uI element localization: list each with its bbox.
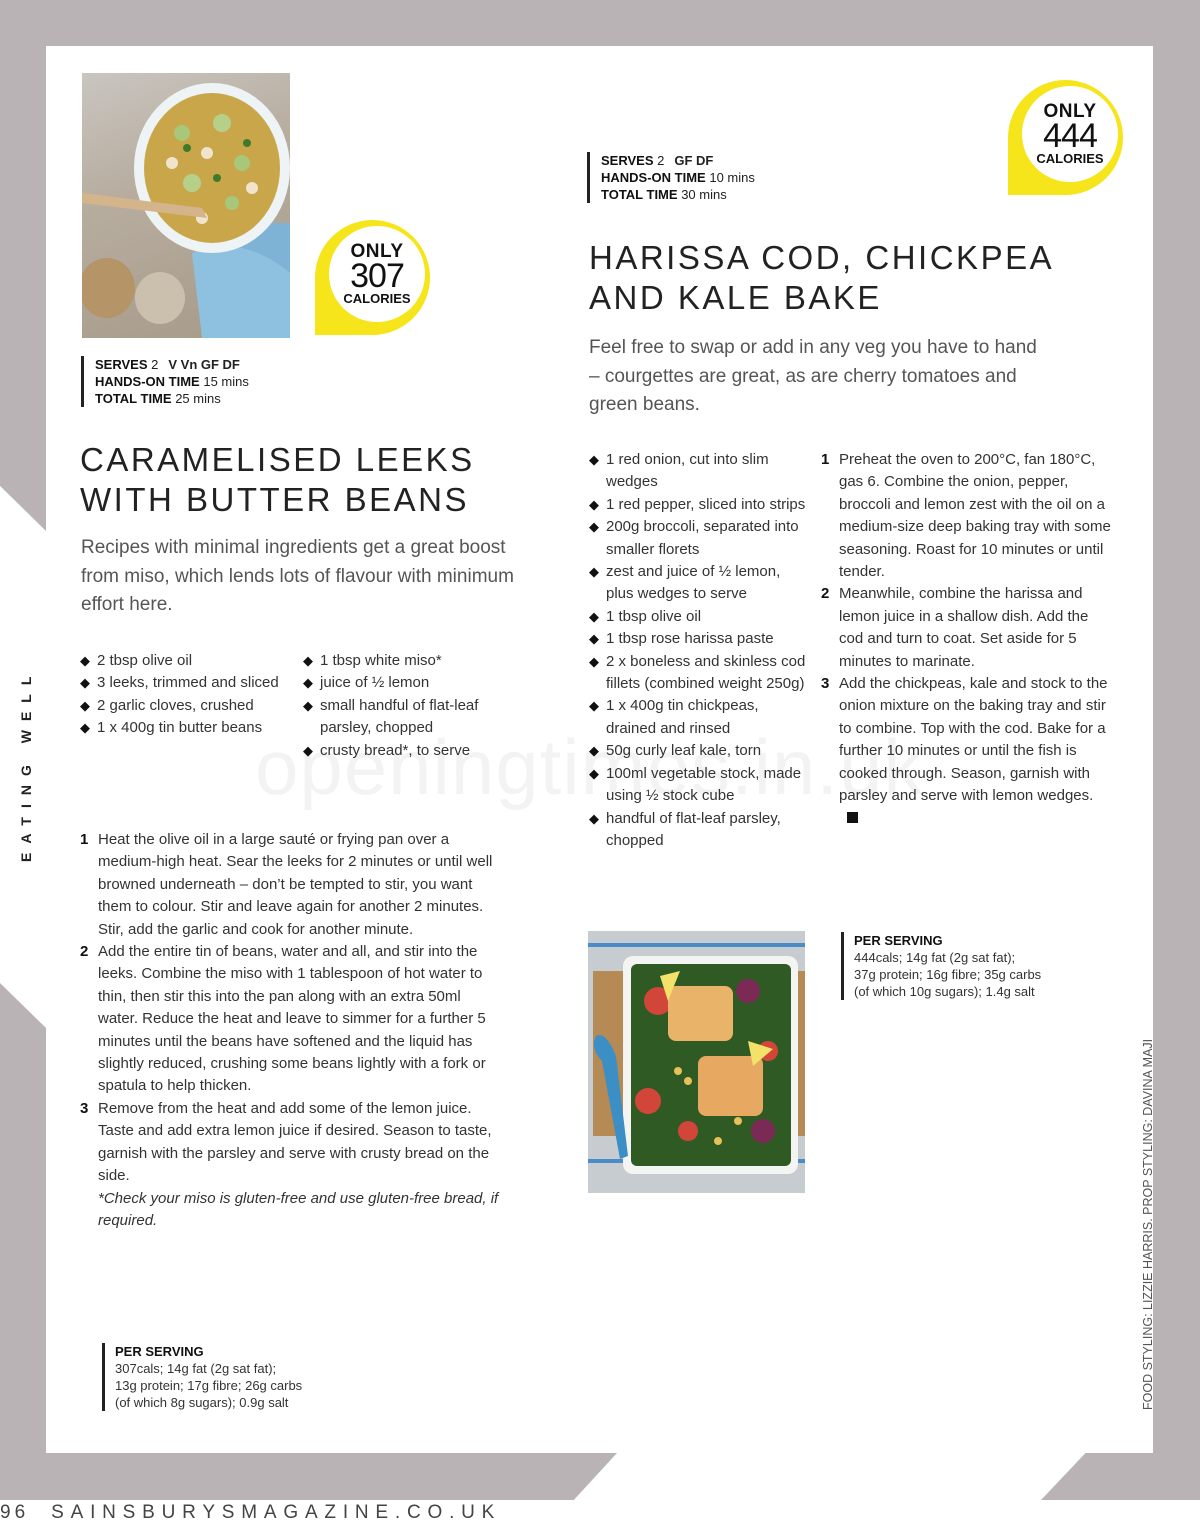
section-label: EATING WELL	[18, 667, 34, 862]
ingredient-item: ◆ zest and juice of ½ lemon, plus wedges to serve	[589, 563, 781, 603]
ingredient-item: ◆ 2 tbsp olive oil	[80, 650, 280, 672]
method-step: 3 Remove from the heat and add some of the lemon juice. Taste and add extra lemon juice if desired. Season to taste, garnish with the parsley and serve with crusty bread on the side.	[80, 1099, 492, 1185]
recipe-meta-left	[81, 356, 249, 407]
diamond-bullet-icon: ◆	[589, 496, 599, 512]
serves-label: SERVES	[95, 357, 148, 372]
ingredient-item: ◆ handful of flat-leaf parsley, chopped	[589, 809, 781, 849]
frame-right	[1153, 0, 1200, 1500]
diamond-bullet-icon: ◆	[80, 697, 90, 713]
method-step: 3 Add the chickpeas, kale and stock to the onion mixture on the baking tray and stir to combine. Top with the cod. Bake for a further 10 minutes or until the fish is cooked through. Season, garnish with parsley and serve with lemon wedges.	[821, 673, 1111, 830]
nutrition-line: 444cals; 14g fat (2g sat fat);	[854, 950, 1016, 965]
frame-left-upper	[0, 0, 46, 531]
harissa-cod-photo	[588, 931, 805, 1193]
total-time-value: 30 mins	[681, 187, 727, 202]
diamond-bullet-icon: ◆	[589, 810, 599, 826]
ingredients-left-col2	[303, 650, 518, 762]
page-footer	[0, 1502, 501, 1524]
diamond-bullet-icon: ◆	[303, 742, 313, 758]
diamond-bullet-icon: ◆	[589, 564, 599, 580]
recipe-title-left	[80, 440, 475, 520]
method-step: 2 Meanwhile, combine the harissa and lemon juice in a shallow dish. Add the cod and turn to coat. Set aside for 5 minutes to marinate.	[821, 585, 1089, 670]
page-number: 96	[0, 1502, 30, 1523]
calorie-badge-444	[1008, 80, 1123, 195]
frame-bottom-left	[0, 1453, 617, 1500]
diamond-bullet-icon: ◆	[589, 698, 599, 714]
diamond-bullet-icon: ◆	[589, 608, 599, 624]
title-line-1: CARAMELISED LEEKS	[80, 441, 475, 478]
diamond-bullet-icon: ◆	[80, 720, 90, 736]
nutrition-line: 37g protein; 16g fibre; 35g carbs	[854, 967, 1042, 982]
diamond-bullet-icon: ◆	[589, 519, 599, 535]
hands-on-label: HANDS-ON TIME	[601, 170, 706, 185]
title-line-2: WITH BUTTER BEANS	[80, 481, 470, 518]
serves-value: 2	[151, 357, 159, 372]
diet-tags: GF DF	[674, 153, 714, 168]
leeks-beans-photo	[82, 73, 290, 338]
title-line-2: AND KALE BAKE	[589, 279, 882, 316]
frame-bottom-right	[1041, 1453, 1200, 1500]
badge-calories-value: 444	[1043, 116, 1097, 155]
ingredient-item: ◆ 3 leeks, trimmed and sliced	[80, 672, 280, 694]
ingredient-item: ◆ 2 garlic cloves, crushed	[80, 695, 280, 717]
badge-calories-label: CALORIES	[1036, 150, 1104, 166]
frame-top	[0, 0, 1200, 46]
method-step: 1 Heat the olive oil in a large sauté or frying pan over a medium-high heat. Sear the leeks for 2 minutes or until well browned underneath – don’t be tempted to stir, you want them to colour. Stir and leave again for another 2 minutes. Stir, add the garlic and cook for another minute.	[80, 831, 493, 938]
ingredient-item: ◆ 1 tbsp rose harissa paste	[589, 628, 811, 650]
title-line-1: HARISSA COD, CHICKPEA	[589, 239, 1055, 276]
hands-on-label: HANDS-ON TIME	[95, 374, 200, 389]
ingredients-left-col1	[80, 650, 280, 740]
diamond-bullet-icon: ◆	[80, 653, 90, 668]
method-left	[80, 829, 500, 1232]
ingredient-item: ◆ 200g broccoli, separated into smaller florets	[589, 518, 799, 558]
ingredient-item: ◆ 1 x 400g tin butter beans	[80, 717, 280, 739]
ingredient-item: ◆ 1 tbsp white miso*	[303, 650, 518, 672]
method-step: 1 Preheat the oven to 200°C, fan 180°C, gas 6. Combine the onion, pepper, broccoli and lemon zest with the oil on a medium-size deep baking tray with some seasoning. Roast for 10 minutes or until tender.	[821, 451, 1111, 581]
badge-calories-label: CALORIES	[343, 290, 411, 306]
frame-left-lower	[0, 983, 46, 1500]
site-url: SAINSBURYSMAGAZINE.CO.UK	[51, 1502, 502, 1523]
ingredient-item: ◆ 100ml vegetable stock, made using ½ stock cube	[589, 764, 802, 805]
ingredient-item: ◆ small handful of flat-leaf parsley, chopped	[303, 696, 479, 737]
ingredient-item: ◆ juice of ½ lemon	[303, 672, 518, 694]
diamond-bullet-icon: ◆	[303, 697, 313, 713]
diamond-bullet-icon: ◆	[589, 765, 599, 781]
diamond-bullet-icon: ◆	[589, 653, 599, 669]
recipe-meta-right	[587, 152, 755, 203]
nutrition-heading: PER SERVING	[115, 1344, 204, 1359]
method-right	[821, 449, 1111, 830]
nutrition-right	[841, 932, 1041, 1000]
nutrition-left	[102, 1343, 302, 1411]
calorie-badge-307	[315, 220, 430, 335]
nutrition-line: (of which 10g sugars); 1.4g salt	[854, 984, 1035, 999]
ingredients-right	[589, 449, 811, 852]
diamond-bullet-icon: ◆	[589, 631, 599, 647]
serves-label: SERVES	[601, 153, 654, 168]
diamond-bullet-icon: ◆	[80, 675, 90, 691]
badge-only-label: ONLY	[350, 240, 404, 262]
dish-illustration-icon	[588, 931, 805, 1193]
nutrition-heading: PER SERVING	[854, 933, 943, 948]
ingredient-item: ◆ 1 red pepper, sliced into strips	[589, 494, 811, 516]
ingredient-item: ◆ 1 red onion, cut into slim wedges	[589, 451, 769, 491]
recipe-intro-right: Feel free to swap or add in any veg you have to hand – courgettes are great, as are cherry tomatoes and green beans.	[589, 337, 1037, 415]
badge-calories-value: 307	[350, 256, 404, 295]
diet-tags: V Vn GF DF	[168, 357, 240, 372]
ingredient-item: ◆ 2 x boneless and skinless cod fillets (combined weight 250g)	[589, 652, 806, 693]
diamond-bullet-icon: ◆	[589, 452, 599, 467]
diamond-bullet-icon: ◆	[303, 675, 313, 691]
serves-value: 2	[657, 153, 665, 168]
diamond-bullet-icon: ◆	[589, 743, 599, 759]
method-step: 2 Add the entire tin of beans, water and all, and stir into the leeks. Combine the miso with 1 tablespoon of hot water to thin, then stir this into the pan along with an extra 50ml water. Reduce the heat and leave to simmer for a further 5 minutes until the beans have softened and the liquid has slightly reduced, crushing some beans lightly with a fork or spatula to help thicken.	[80, 943, 486, 1095]
ingredient-item: ◆ crusty bread*, to serve	[303, 740, 518, 762]
total-time-label: TOTAL TIME	[601, 187, 678, 202]
recipe-intro-left: Recipes with minimal ingredients get a great boost from miso, which lends lots of flavour with minimum effort here.	[81, 537, 514, 615]
total-time-label: TOTAL TIME	[95, 391, 172, 406]
nutrition-line: 307cals; 14g fat (2g sat fat);	[115, 1361, 277, 1376]
nutrition-line: (of which 8g sugars); 0.9g salt	[115, 1395, 289, 1410]
dish-illustration-icon	[82, 73, 290, 338]
hands-on-value: 15 mins	[203, 374, 249, 389]
ingredient-item: ◆ 1 tbsp olive oil	[589, 606, 811, 628]
badge-only-label: ONLY	[1043, 100, 1097, 122]
recipe-title-right	[589, 238, 1054, 318]
photo-credits: FOOD STYLING: LIZZIE HARRIS. PROP STYLING: DAVINA MAJI	[1141, 1038, 1155, 1410]
recipe-note: *Check your miso is gluten-free and use gluten-free bread, if required.	[98, 1189, 499, 1229]
ingredient-item: ◆ 1 x 400g tin chickpeas, drained and rinsed	[589, 697, 759, 737]
diamond-bullet-icon: ◆	[303, 653, 313, 668]
nutrition-line: 13g protein; 17g fibre; 26g carbs	[115, 1378, 303, 1393]
ingredient-item: ◆ 50g curly leaf kale, torn	[589, 740, 811, 762]
end-of-article-icon	[847, 812, 858, 823]
total-time-value: 25 mins	[175, 391, 221, 406]
hands-on-value: 10 mins	[709, 170, 755, 185]
